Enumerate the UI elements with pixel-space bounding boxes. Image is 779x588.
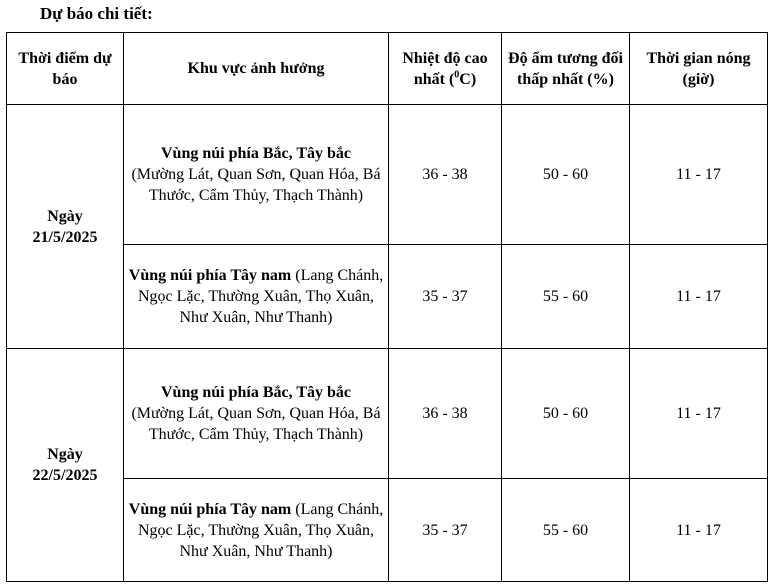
table-row bbox=[7, 105, 768, 245]
temp-cell: 35 - 37 bbox=[389, 245, 502, 349]
area-title: Vùng núi phía Tây nam bbox=[128, 500, 292, 518]
header-humidity: Độ ẩm tương đối thấp nhất (%) bbox=[502, 33, 630, 105]
humidity-cell: 50 - 60 bbox=[502, 349, 630, 479]
hours-cell: 11 - 17 bbox=[630, 349, 768, 479]
header-temp-degree: 0 bbox=[454, 69, 460, 81]
area-title: Vùng núi phía Bắc, Tây bắc bbox=[161, 145, 351, 162]
hours-cell: 11 - 17 bbox=[630, 479, 768, 582]
area-cell bbox=[124, 105, 389, 245]
area-title: Vùng núi phía Bắc, Tây bắc bbox=[161, 384, 351, 401]
temp-cell: 35 - 37 bbox=[389, 479, 502, 582]
table-row bbox=[7, 349, 768, 479]
forecast-table bbox=[6, 32, 768, 582]
humidity-cell: 55 - 60 bbox=[502, 479, 630, 582]
day-label: Ngày bbox=[47, 207, 83, 225]
temp-cell: 36 - 38 bbox=[389, 349, 502, 479]
hours-cell: 11 - 17 bbox=[630, 245, 768, 349]
header-time: Thời điểm dự báo bbox=[7, 33, 124, 105]
header-hours: Thời gian nóng (giờ) bbox=[630, 33, 768, 105]
day-cell bbox=[7, 349, 124, 582]
table-header-row bbox=[7, 33, 768, 105]
header-temp-suffix: C) bbox=[459, 70, 477, 88]
area-cell bbox=[124, 479, 389, 582]
section-heading: Dự báo chi tiết: bbox=[40, 4, 153, 23]
day-date: 22/5/2025 bbox=[32, 467, 98, 484]
area-detail: (Mường Lát, Quan Sơn, Quan Hóa, Bá Thước, Cẩm Thủy, Thạch Thành) bbox=[131, 166, 381, 204]
area-title: Vùng núi phía Tây nam bbox=[128, 267, 292, 284]
day-label: Ngày bbox=[47, 446, 83, 463]
area-detail: (Lang Chánh, Ngọc Lặc, Thường Xuân, Thọ Xuân, Như Xuân, Như Thanh) bbox=[137, 267, 384, 326]
header-temp-prefix: Nhiệt độ cao nhất ( bbox=[402, 49, 488, 88]
day-cell bbox=[7, 105, 124, 349]
header-temp bbox=[389, 33, 502, 105]
header-area: Khu vực ảnh hưởng bbox=[124, 33, 389, 105]
humidity-cell: 50 - 60 bbox=[502, 105, 630, 245]
temp-cell: 36 - 38 bbox=[389, 105, 502, 245]
hours-cell: 11 - 17 bbox=[630, 105, 768, 245]
area-cell bbox=[124, 349, 389, 479]
area-detail: (Mường Lát, Quan Sơn, Quan Hóa, Bá Thước, Cẩm Thủy, Thạch Thành) bbox=[131, 405, 381, 443]
area-detail: (Lang Chánh, Ngọc Lặc, Thường Xuân, Thọ Xuân, Như Xuân, Như Thanh) bbox=[137, 500, 384, 560]
area-cell bbox=[124, 245, 389, 349]
day-date: 21/5/2025 bbox=[32, 228, 98, 246]
humidity-cell: 55 - 60 bbox=[502, 245, 630, 349]
